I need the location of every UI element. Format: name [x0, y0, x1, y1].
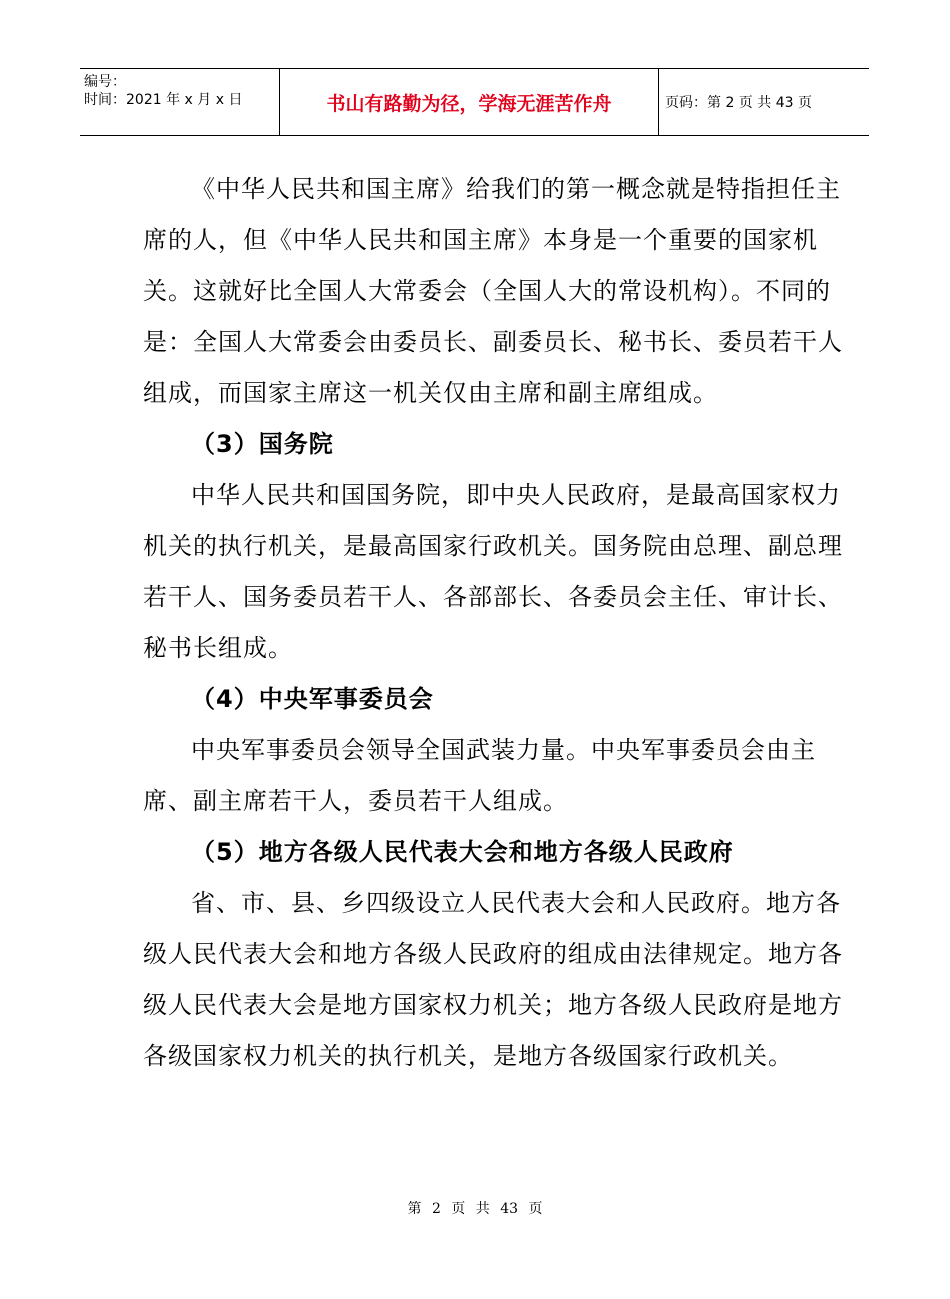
- paragraph-state-council: 中华人民共和国国务院，即中央人民政府，是最高国家权力机关的执行机关，是最高国家行政机关。国务院由总理、副总理若干人、国务委员若干人、各部部长、各委员会主任、审计长、秘书长组成。: [143, 481, 843, 662]
- header-motto: 书山有路勤为径，学海无涯苦作舟: [280, 69, 659, 135]
- heading-state-council: （3）国务院: [191, 430, 334, 458]
- header-page-info: 页码：第 2 页 共 43 页: [665, 95, 812, 111]
- paragraph-military-commission: 中央军事委员会领导全国武装力量。中央军事委员会由主席、副主席若干人，委员若干人组成。: [143, 736, 816, 815]
- number-label: 编号：: [84, 74, 126, 90]
- paragraph-president: 《中华人民共和国主席》给我们的第一概念就是特指担任主席的人，但《中华人民共和国主席》本身是一个重要的国家机关。这就好比全国人大常委会（全国人大的常设机构）。不同的是：全国人大常委会由委员长、副委员长、秘书长、委员若干人组成，而国家主席这一机关仅由主席和副主席组成。: [143, 175, 843, 407]
- page-footer: 第 2 页 共 43 页: [407, 1201, 543, 1217]
- paragraph-local-congress: 省、市、县、乡四级设立人民代表大会和人民政府。地方各级人民代表大会和地方各级人民政府的组成由法律规定。地方各级人民代表大会是地方国家权力机关；地方各级人民政府是地方各级国家权力机关的执行机关，是地方各级国家行政机关。: [143, 889, 843, 1070]
- header-meta: [80, 69, 280, 135]
- page-header: [80, 68, 869, 136]
- heading-local-congress: （5）地方各级人民代表大会和地方各级人民政府: [191, 838, 734, 866]
- document-body: [143, 164, 843, 1082]
- heading-military-commission: （4）中央军事委员会: [191, 685, 434, 713]
- date-label: 时间：2021 年 x 月 x 日: [84, 92, 243, 108]
